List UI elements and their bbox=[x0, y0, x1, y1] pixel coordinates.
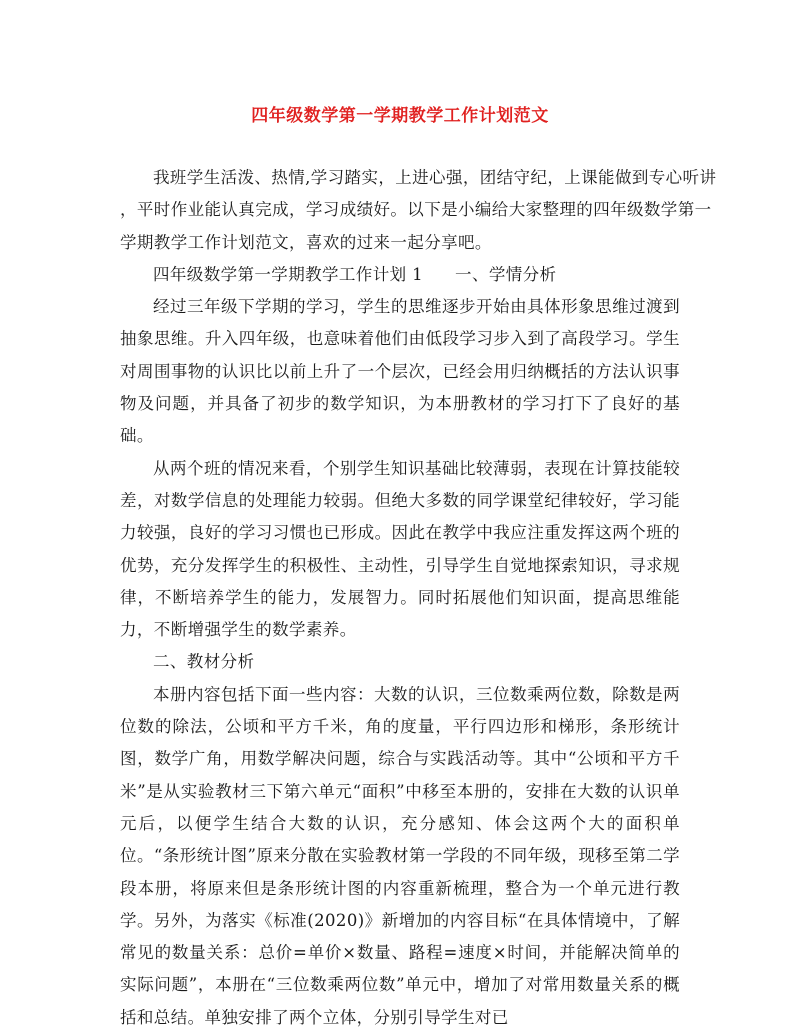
paragraph-class-situation: 从两个班的情况来看，个别学生知识基础比较薄弱，表现在计算技能较差，对数学信息的处理能力较弱。但绝大多数的同学课堂纪律较好，学习能力较强，良好的学习习惯也已形成。因此在教学中我应注重发挥这两个班的优势，充分发挥学生的积极性、主动性，引导学生自觉地探索知识，寻求规律，不断培养学生的能力，发展智力。同时拓展他们知识面，提高思维能力，不断增强学生的数学素养。 bbox=[120, 458, 680, 640]
section-heading-1: 一、学情分析 bbox=[455, 264, 557, 284]
plan-heading: 四年级数学第一学期教学工作计划 1 bbox=[153, 264, 424, 284]
intro-line-1: 我班学生活泼、热情,学习踏实，上进心强，团结守纪，上课能做到专心听讲 bbox=[153, 168, 717, 187]
document-body bbox=[120, 162, 717, 1034]
document-title: 四年级数学第一学期教学工作计划范文 bbox=[251, 106, 549, 126]
intro-line-3: 学期教学工作计划范文，喜欢的过来一起分享吧。 bbox=[120, 232, 492, 252]
section-heading-2: 二、教材分析 bbox=[153, 652, 255, 672]
paragraph-textbook-analysis: 本册内容包括下面一些内容：大数的认识，三位数乘两位数，除数是两位数的除法，公顷和平方千米，角的度量，平行四边形和梯形，条形统计图，数学广角，用数学解决问题，综合与实践活动等。其中“公顷和平方千米”是从实验教材三下第六单元“面积”中移至本册的，安排在大数的认识单元后，以便学生结合大数的认识，充分感知、体会这两个大的面积单位。“条形统计图”原来分散在实验教材第一学段的不同年级，现移至第二学段本册，将原来但是条形统计图的内容重新梳理，整合为一个单元进行教学。另外，为落实《标准(2020)》新增加的内容目标“在具体情境中，了解常见的数量关系：总价=单价×数量、路程=速度×时间，并能解决简单的实际问题”，本册在“三位数乘两位数”单元中，增加了对常用数量关系的概括和总结。单独安排了两个立体，分别引导学生对已 bbox=[120, 684, 680, 1027]
plan-heading-line bbox=[120, 259, 680, 291]
intro-line-2: ，平时作业能认真完成，学习成绩好。以下是小编给大家整理的四年级数学第一 bbox=[120, 200, 712, 220]
paragraph-learning-analysis: 经过三年级下学期的学习，学生的思维逐步开始由具体形象思维过渡到抽象思维。升入四年级，也意味着他们由低段学习步入到了高段学习。学生对周围事物的认识比以前上升了一个层次，已经会用归纳概括的方法认识事物及问题，并具备了初步的数学知识，为本册教材的学习打下了良好的基础。 bbox=[120, 297, 680, 446]
